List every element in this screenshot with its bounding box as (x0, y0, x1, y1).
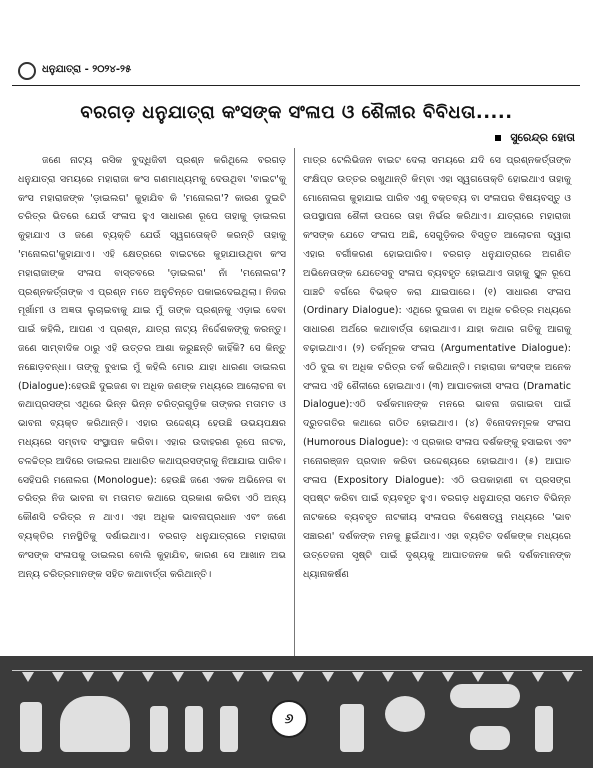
folk-figure-icon (150, 706, 168, 752)
page-number: ୬ (270, 700, 308, 738)
flag-icon (172, 672, 184, 682)
square-bullet-icon (495, 135, 501, 141)
folk-figure-icon (20, 702, 42, 752)
drummer-icon (340, 704, 364, 752)
flag-icon (532, 672, 544, 682)
flag-icon (442, 672, 454, 682)
footer-banner (0, 656, 593, 768)
flag-icon (322, 672, 334, 682)
column-divider (294, 148, 295, 658)
flag-icon (262, 672, 274, 682)
animal-icon (470, 726, 510, 750)
flag-icon (502, 672, 514, 682)
author-line (495, 131, 575, 145)
flag-icon (82, 672, 94, 682)
article-title: ବରଗଡ଼ ଧନୁଯାତ୍ରା କଂସଙ୍କ ସଂଳାପ ଓ ଶୈଳୀର ବିବିଧତା..... (80, 102, 513, 123)
folk-figure-icon (185, 706, 203, 752)
column-left (18, 152, 286, 584)
flag-icon (382, 672, 394, 682)
column-right (303, 152, 571, 584)
header-divider (12, 85, 580, 86)
flag-icon (22, 672, 34, 682)
flag-icon (562, 672, 574, 682)
folk-figure-icon (535, 706, 553, 752)
header-logo (18, 62, 36, 80)
right-paragraph: ମାତ୍ର ଟେଲିଭିଜନ ବାଇଟ ଦେଲା ସମୟରେ ଯଦି ସେ ପ୍ରଶ୍ନକର୍ତ୍ତାଙ୍କ ସଂକ୍ଷିପ୍ତ ଉତ୍ତର ରଖୁଥାନ୍ତି କିମ୍ବା ଏହା ସ୍ୱଗତୋକ୍ତି ହୋଇଥାଏ ତାହାକୁ ମୋନୋଲଗ କୁହାଯାଇ ପାରିବ ଏଣୁ ବକ୍ତବ୍ୟ ବା ସଂଳାପର ବିଷୟବସ୍ତୁ ଓ ଉପସ୍ଥାପନା ଶୈଳୀ ଉପରେ ତାହା ନିର୍ଭର କରିଥାଏ। ଯାତ୍ରାରେ ମହାରାଜା କଂସଙ୍କ ଯେତେ ସଂଳାପ ଅଛି, ସେଗୁଡ଼ିକର ବିସ୍ତୃତ ଆଲୋଚନା ଦ୍ୱାରା ଏହାର ବର୍ଗୀକରଣ ହୋଇପାରିବ। ବରଗଡ଼ ଧନୁଯାତ୍ରାରେ ଅଗଣିତ ଅଭିନେତାଙ୍କ ଯେତେସବୁ ସଂଳାପ ବ୍ୟବହୃତ ହୋଇଥାଏ ତାହାକୁ ସ୍ଥୂଳ ରୂପେ ପାଞ୍ଚଟି ବର୍ଗରେ ବିଭକ୍ତ କରା ଯାଇପାରେ। (୧) ସାଧାରଣ ସଂଳାପ (Ordinary Dialogue): ଏଥିରେ ଦୁଇଜଣ ବା ଅଧିକ ଚରିତ୍ର ମଧ୍ୟରେ ସାଧାରଣ ଅର୍ଥରେ କଥାବାର୍ତ୍ତା ହୋଇଥାଏ। ଯାହା କଥାର ଗତିକୁ ଆଗକୁ ବଢ଼ାଇଥାଏ। (୨) ତର୍କମୂଳକ ସଂଳାପ (Argumentative Dialogue): ଏଠି ଦୁଇ ବା ଅଧିକ ଚରିତ୍ର ତର୍କ କରିଥାନ୍ତି। ମହାରାଜା କଂସଙ୍କ ଅନେକ ସଂଳାପ ଏହି ଶୈଳୀରେ ହୋଇଥାଏ। (୩) ଆଘାତକାରୀ ସଂଳାପ (Dramatic Dialogue):ଏଠି ଦର୍ଶକମାନଙ୍କ ମନରେ ଭାବନା ଜଗାଇବା ପାଇଁ ଦ୍ରୁତଗତିର କଥାରେ ଗଠିତ ହୋଇଥାଏ। (୪) ବିନୋଦନମୂଳକ ସଂଳାପ (Humorous Dialogue): ଏ ପ୍ରକାର ସଂଳାପ ଦର୍ଶକଙ୍କୁ ହସାଇବା ଏବଂ ମନୋରଞ୍ଜନ ପ୍ରଦାନ କରିବା ଉଦ୍ଦେଶ୍ୟରେ ହୋଇଥାଏ। (୫) ଆଘାତ ସଂଳାପ (Expository Dialogue): ଏଠି ଉପକାହାଣୀ ବା ପ୍ରସଙ୍ଗ ସ୍ପଷ୍ଟ କରିବା ପାଇଁ ବ୍ୟବହୃତ ହୁଏ। ବରଗଡ଼ ଧନୁଯାତ୍ରା ସମେତ ବିଭିନ୍ନ ନାଟକରେ ବ୍ୟବହୃତ ନାଟକୀୟ ସଂଳାପର ବିଶେଷତ୍ୱ ମଧ୍ୟରେ 'ଭାବ ସଞ୍ଚାରଣ' ଦର୍ଶକଙ୍କ ମନକୁ ଛୁଇଁଥାଏ। ଏହା ବ୍ୟତିତ ଦର୍ଶକଙ୍କ ମଧ୍ୟରେ ଉତ୍ତେଜନା ସୃଷ୍ଟି ପାଇଁ ଦୃଶ୍ୟକୁ ଆଘାତଜନକ କରି ଦର୍ଶକମାନଙ୍କ ଧ୍ୟାନାକର୍ଷଣ (303, 155, 571, 580)
tree-icon (450, 684, 520, 708)
flag-icon (412, 672, 424, 682)
flag-icon (292, 672, 304, 682)
flag-icon (472, 672, 484, 682)
flag-icon (232, 672, 244, 682)
header-text: ଧନୁଯାତ୍ରା - ୨୦୨୪-୨୫ (42, 64, 132, 75)
flag-icon (112, 672, 124, 682)
elephant-icon (60, 696, 130, 752)
flag-icon (352, 672, 364, 682)
author-name: ସୁରେନ୍ଦ୍ର ହୋତା (510, 131, 575, 144)
left-paragraph: ଜଣେ ନାଟ୍ୟ ରସିକ ବୁଦ୍ଧିଜିବୀ ପ୍ରଶ୍ନ କରିଥିଲେ ବରଗଡ଼ ଧନୁଯାତ୍ରା ସମୟରେ ମହାରାଜା କଂସ ଗଣମାଧ୍ୟମକୁ ଦେଉଥିବା 'ବାଇଟ'କୁ କଂସ ମହାରାଜଙ୍କ 'ଡ଼ାଇଲଗ' କୁହାଯିବ କି 'ମନୋଲଗ'? କାରଣ ଦୁଇଟି ଚରିତ୍ର ଭିତରେ ଯେଉଁ ସଂଳାପ ହୁଏ ସାଧାରଣ ରୂପେ ତାହାକୁ ଡ଼ାଇଲଗ କୁହାଯାଏ ଓ ଜଣେ ବ୍ୟକ୍ତି ଯେଉଁ ସ୍ୱଗତୋକ୍ତି କରନ୍ତି ତାହାକୁ 'ମନୋଲଗ'କୁହାଯାଏ। ଏହି କ୍ଷେତ୍ରରେ ବାଇଟରେ କୁହାଯାଉଥିବା କଂସ ମହାରାଜାଙ୍କ ସଂଳାପ ବାସ୍ତବରେ 'ଡ଼ାଇଲଗ' ନାଁ 'ମନୋଲଗ'? ପ୍ରଶ୍ନକର୍ତ୍ତାଙ୍କ ଏ ପ୍ରଶ୍ନ ମତେ ଅନୁଚିନ୍ତେ ପକାଇଦେଇଥିଲା। ନିଜର ମୂର୍ଖାମୀ ଓ ଅଜ୍ଞତା ଲୁଚାଇବାକୁ ଯାଇ ମୁଁ ତାଙ୍କ ପ୍ରଶ୍ନକୁ ଏଡ଼ାଇ ଦେବା ପାଇଁ କହିଲି, ଆପଣ ଏ ପ୍ରଶ୍ନ, ଯାତ୍ରା ନାଟ୍ୟ ନିର୍ଦ୍ଦେଶକଙ୍କୁ କରନ୍ତୁ। ଜଣେ ସାମ୍ବାଦିକ ଠାରୁ ଏହି ଉତ୍ତର ଆଶା କରୁଛନ୍ତି କାହିଁକି? ସେ କିନ୍ତୁ ନଛୋଡ଼ବନ୍ଧା। ତାଙ୍କୁ ବୁଝାଇ ମୁଁ କହିଲି ମୋର ଯାହା ଧାରଣା ଡାଇଲଗ (Dialogue):ହେଉଛି ଦୁଇଜଣ ବା ଅଧିକ ଜଣଙ୍କ ମଧ୍ୟରେ ଆଲୋଚନା ବା କଥାପ୍ରସଙ୍ଗ ଏଥିରେ ଭିନ୍ନ ଭିନ୍ନ ଚରିତ୍ରଗୁଡ଼ିକ ତାଙ୍କର ମତାମତ ଓ ଭାବନା ବ୍ୟକ୍ତ କରିଥାନ୍ତି। ଏହାର ଉଦ୍ଦେଶ୍ୟ ହେଉଛି ଉଭୟପକ୍ଷର ମଧ୍ୟରେ ସମ୍ବାଦ ସଂସ୍ଥାପନ କରିବା। ଏହାର ଉଦାହରଣ ରୂପେ ନାଟକ, ଚଳଚ୍ଚିତ୍ର ଆଦିରେ ଡାଇଲଗ ଆଧାରିତ କଥାପ୍ରସଙ୍ଗକୁ ନିଆଯାଇ ପାରିବ। ସେହିପରି ମନୋଲଗ (Monologue): ହେଉଛି ଜଣେ ଏକକ ଅଭିନେତା ବା ଚରିତ୍ର ନିଜ ଭାବନା ବା ମତାମତ କଥାରେ ପ୍ରକାଶ କରିବା ଏଠି ଅନ୍ୟ କୌଣସି ଚରିତ୍ର ନ ଥାଏ। ଏହା ଅଧିକ ଭାବନାପ୍ରଧାନ ଏବଂ ଜଣେ ବ୍ୟକ୍ତିର ମନସ୍ଥିତିକୁ ଦର୍ଶାଇଥାଏ। ବରଗଡ଼ ଧନୁଯାତ୍ରାରେ ମହାରାଜା କଂସଙ୍କ ସଂଳାପକୁ ଡାଇଲଗ ବୋଲି କୁହାଯିବ, କାରଣ ସେ ଆଖାନ ଅଭ ଅନ୍ୟ ଚରିତ୍ରମାନଙ୍କ ସହିତ କଥାବାର୍ତ୍ତା କରିଥାନ୍ତି। (18, 155, 286, 580)
folk-figure-icon (220, 706, 238, 752)
flag-icon (142, 672, 154, 682)
flag-icon (52, 672, 64, 682)
peacock-icon (385, 696, 425, 732)
flag-icon (202, 672, 214, 682)
